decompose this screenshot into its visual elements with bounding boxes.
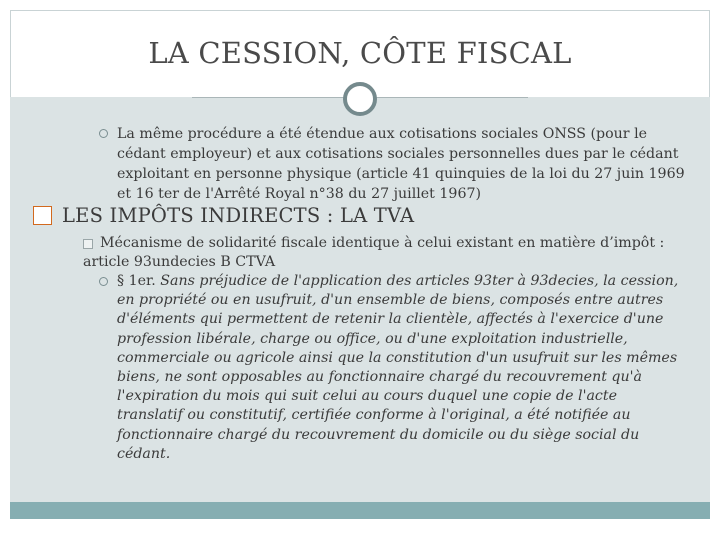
paragraph-mecanisme-line2: article 93undecies B CTVA (83, 254, 276, 270)
paragraph-mecanisme-line1: Mécanisme de solidarité fiscale identique à celui existant en matière d’impôt : (100, 235, 665, 251)
paragraph-article (117, 272, 687, 464)
article-lead: § 1er. (117, 273, 161, 289)
bullet-ring-icon (99, 277, 108, 286)
square-bullet-icon (83, 239, 93, 249)
checkbox-icon (33, 206, 52, 225)
slide-title: LA CESSION, CÔTE FISCAL (148, 36, 572, 70)
article-body: Sans préjudice de l'application des articles 93ter à 93decies, la cession, en propriété ou en usufruit, d'un ensemble de biens, composés entre autres d'éléments qui permettent de retenir la clientèle, affectés à l'exercice d'une profession libérale, charge ou office, ou d'une exploitation industrielle, commerciale ou agricole ainsi que la constitution d'un usufruit sur les mêmes biens, ne sont opposables au fonctionnaire chargé du recouvrement qu'à l'expiration du mois qui suit celui au cours duquel une copie de l'acte translatif ou constitutif, certifiée conforme à l'original, a été notifiée au fonctionnaire chargé du recouvrement du domicile ou du siège social du cédant. (117, 273, 679, 462)
circle-ring-icon (343, 82, 377, 116)
footer-band (10, 502, 710, 519)
section-heading-tva: LES IMPÔTS INDIRECTS : LA TVA (62, 204, 415, 227)
paragraph-mecanisme (83, 234, 690, 272)
bullet-ring-icon (99, 129, 108, 138)
paragraph-onss: La même procédure a été étendue aux cotisations sociales ONSS (pour le cédant employeur) et aux cotisations sociales personnelles dues par le cédant exploitant en personne physique (article 41 quinquies de la loi du 27 juin 1969 et 16 ter de l'Arrêté Royal n°38 du 27 juillet 1967) (117, 126, 685, 202)
